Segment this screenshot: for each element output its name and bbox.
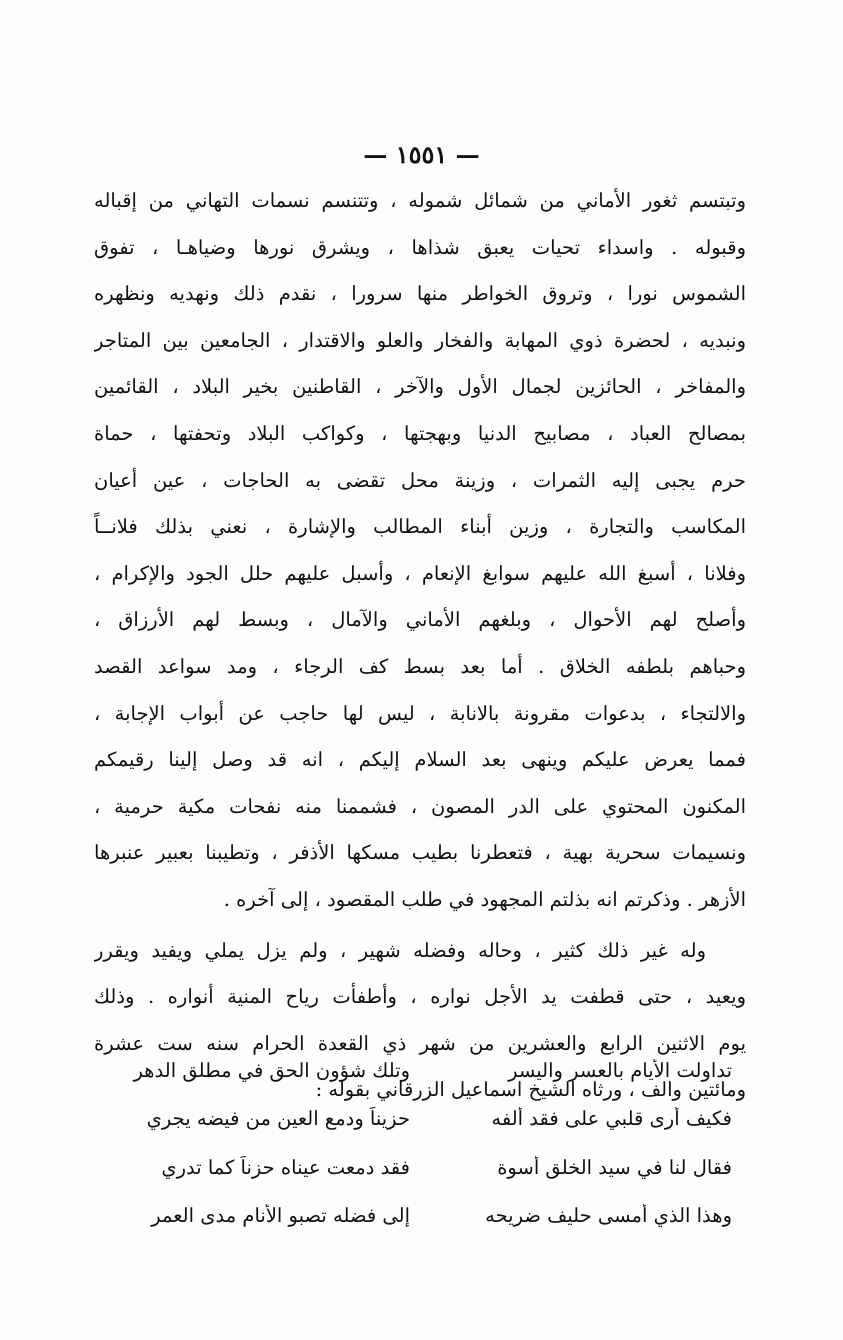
text-line: وتبتسم ثغور الأماني من شمائل شموله ، وتتنسم نسمات التهاني من إقباله [94,189,746,212]
text-line: ونبديه ، لحضرة ذوي المهابة والفخار والعلو والاقتدار ، الجامعين بين المتاجر [94,328,746,352]
text-line: والالتجاء ، بدعوات مقرونة بالانابة ، ليس لها حاجب عن أبواب الإجابة ، [94,701,746,725]
text-line: حرم يجبى إليه الثمرات ، وزينة محل تقضى به الحاجات ، عين أعيان [94,468,746,492]
poem-first-hemistich: وهذا الذي أمسى حليف ضريحه [485,1204,732,1228]
text-line: الشموس نورا ، وتروق الخواطر منها سرورا ، نقدم ذلك ونهديه ونظهره [94,282,746,306]
poem-verse [132,1046,732,1095]
text-line: المكاسب والتجارة ، وزين أبناء المطالب والإشارة ، نعني بذلك فلانــاً [94,515,746,539]
paragraph-1 [94,178,746,924]
poem-first-hemistich: تداولت الأيام بالعسر واليسر [508,1058,732,1082]
text-line: الأزهر . وذكرتم انه بذلتم المجهود في طلب المقصود ، إلى آخره . [223,887,746,911]
poem-first-hemistich: فكيف أرى قلبي على فقد ألفه [491,1107,732,1131]
text-line: بمصالح العباد ، مصابيح الدنيا وبهجتها ، وكواكب البلاد وتحفتها ، حماة [94,421,746,445]
poem [132,1046,732,1240]
text-line: وفلانا ، أسبغ الله عليهم سوابغ الإنعام ، وأسبل عليهم حلل الجود والإكرام ، [94,561,746,585]
text-line: يوم الاثنين الرابع والعشرين من شهر ذي القعدة الحرام سنه ست عشرة [94,1031,746,1055]
text-line: والمفاخر ، الحائزين لجمال الأول والآخر ، القاطنين بخير البلاد ، القائمين [94,375,746,399]
page-number: — ١٥٥١ — [363,140,480,169]
poem-second-hemistich: وتلك شؤون الحق في مطلق الدهر [133,1058,410,1082]
poem-second-hemistich: حزيناً ودمع العين من فيضه يجري [146,1107,410,1131]
poem-verse [132,1192,732,1241]
text-line: وقبوله . واسداء تحيات يعبق شذاها ، ويشرق نورها وضياهـا ، تفوق [94,235,746,259]
text-line: وحباهم بلطفه الخلاق . أما بعد بسط كف الرجاء ، ومد سواعد القصد [94,654,746,678]
text-line: المكنون المحتوي على الدر المصون ، فشممنا منه نفحات مكية حرمية ، [94,794,746,818]
poem-verse [132,1095,732,1144]
text-line: ومائتين والف ، ورثاه الشيخ اسماعيل الزرقاني بقوله : [315,1078,746,1102]
poem-second-hemistich: إلى فضله تصبو الأنام مدى العمر [151,1204,410,1228]
text-line: فمما يعرض عليكم وينهى بعد السلام إليكم ، انه قد وصل إلينا رقيمكم [94,748,746,772]
text-line: ويعيد ، حتى قطفت يد الأجل نواره ، وأطفأت رياح المنية أنواره . وذلك [94,985,746,1009]
text-line: وله غير ذلك كثير ، وحاله وفضله شهير ، ولم يزل يملي ويفيد ويقرر [94,938,706,962]
poem-verse [132,1143,732,1192]
poem-second-hemistich: فقد دمعت عيناه حزناً كما تدري [161,1155,410,1179]
poem-first-hemistich: فقال لنا في سيد الخلق أسوة [497,1155,732,1179]
text-line: وأصلح لهم الأحوال ، وبلغهم الأماني والآمال ، وبسط لهم الأرزاق ، [94,608,746,632]
body-text [94,178,746,1114]
text-line: ونسيمات سحرية بهية ، فتعطرنا بطيب مسكها الأذفر ، وتطيبنا بعبير عنبرها [94,841,746,865]
